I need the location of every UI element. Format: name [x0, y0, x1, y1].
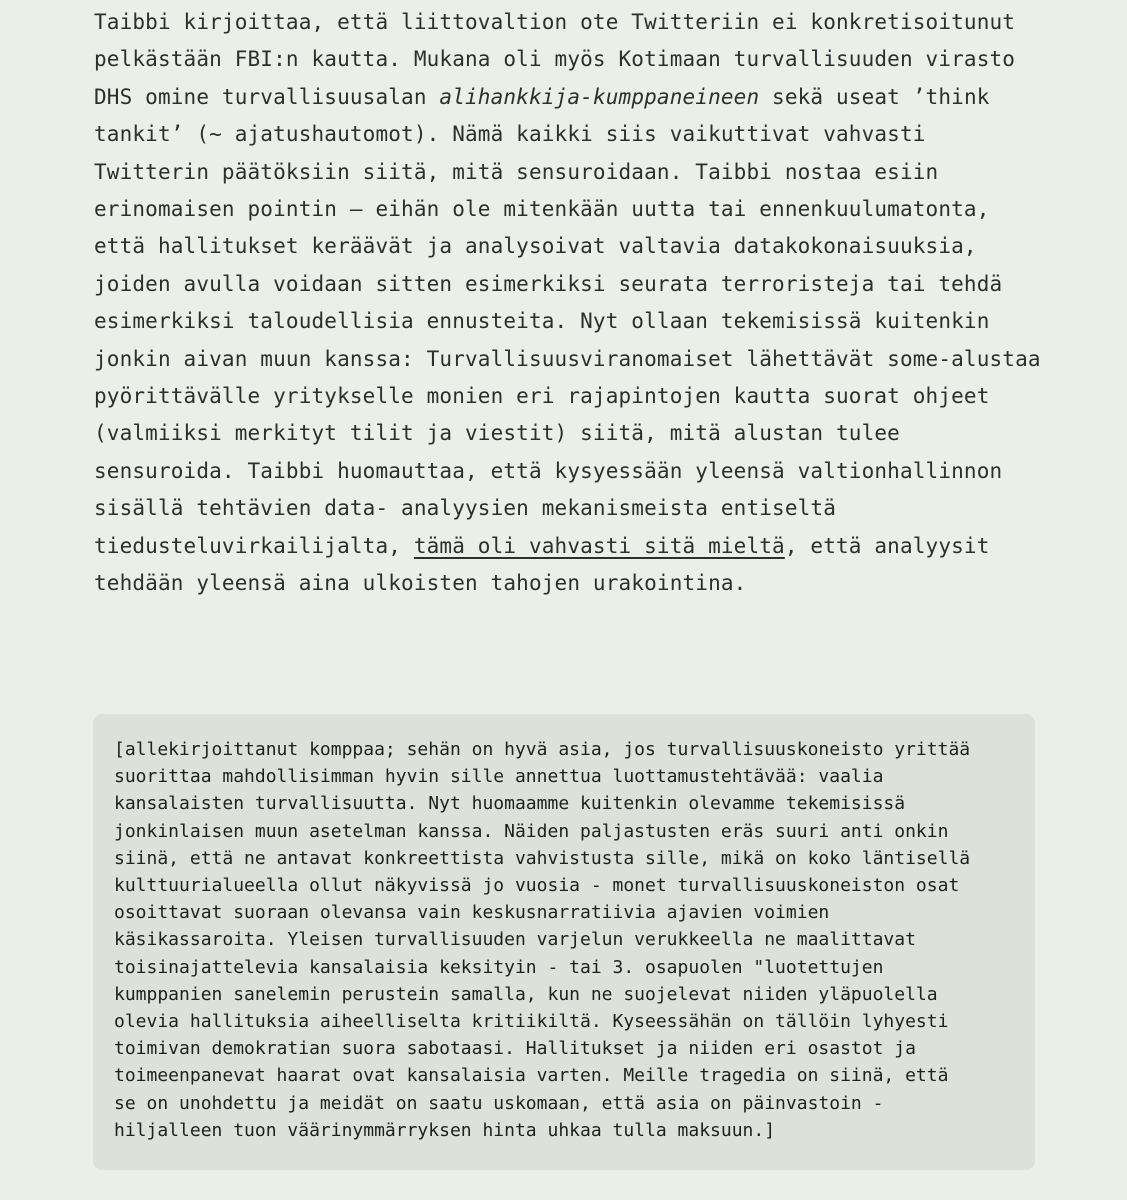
author-comment-text: [114, 736, 1015, 1144]
main-paragraph: [94, 4, 1044, 603]
comment-line: kulttuurialueella ollut näkyvissä jo vuosia - monet turvallisuuskoneiston osat: [114, 875, 960, 897]
comment-line: toimeenpanevat haarat ovat kansalaisia varten. Meille tragedia on siinä, että: [114, 1065, 949, 1087]
author-comment-box: [93, 714, 1035, 1170]
comment-line: siinä, että ne antavat konkreettista vahvistusta sille, mikä on koko läntisellä: [114, 847, 971, 869]
comment-line: käsikassaroita. Yleisen turvallisuuden varjelun verukkeella ne maalittavat: [114, 929, 916, 951]
comment-line: suorittaa mahdollisimman hyvin sille annettua luottamustehtävää: vaalia: [114, 766, 884, 788]
comment-line: olevia hallituksia aiheelliselta kritiikiltä. Kyseessähän on tällöin lyhyesti: [114, 1011, 949, 1033]
comment-line: toimivan demokratian suora sabotaasi. Hallitukset ja niiden eri osastot ja: [114, 1038, 916, 1060]
comment-line: se on unohdettu ja meidät on saatu uskomaan, että asia on päinvastoin -: [114, 1092, 884, 1114]
comment-line: [allekirjoittanut komppaa; sehän on hyvä asia, jos turvallisuuskoneisto yrittää: [114, 739, 971, 760]
comment-line: jonkinlaisen muun asetelman kanssa. Näiden paljastusten eräs suuri anti onkin: [114, 820, 949, 842]
paragraph-text-3: , että analyysit tehdään yleensä aina ulkoisten tahojen urakointina.: [94, 533, 990, 596]
comment-line: osoittavat suoraan olevansa vain keskusnarratiivia ajavien voimien: [114, 902, 830, 924]
comment-line: toisinajattelevia kansalaisia keksityin - tai 3. osapuolen "luotettujen: [114, 956, 884, 978]
comment-line: kumppanien sanelemin perustein samalla, kun ne suojelevat niiden yläpuolella: [114, 983, 938, 1005]
emphasized-term: alihankkija-kumppaneineen: [439, 84, 760, 109]
source-link[interactable]: tämä oli vahvasti sitä mieltä: [413, 533, 785, 558]
paragraph-text-2: sekä useat ’think tankit’ (~ ajatushautomot). Nämä kaikki siis vaikuttivat vahvasti Twitterin päätöksiin siitä, mitä sensuroidaan. Taibbi nostaa esiin erinomaisen pointin — eihän ole mitenkään uutta tai ennenkuulumatonta, että hallitukset keräävät ja analysoivat valtavia datakokonaisuuksia, joiden avulla voidaan sitten esimerkiksi seurata terroristeja tai tehdä esimerkiksi taloudellisia ennusteita. Nyt ollaan tekemisissä kuitenkin jonkin aivan muun kanssa: Turvallisuusviranomaiset lähettävät some-alustaa pyörittävälle yritykselle monien eri rajapintojen kautta suorat ohjeet (valmiiksi merkityt tilit ja viestit) siitä, mitä alustan tulee sensuroida. Taibbi huomauttaa, että kysyessään yleensä valtionhallinnon sisällä tehtävien data- analyysien mekanismeista entiseltä tiedusteluvirkailijalta,: [94, 84, 1041, 558]
comment-line: kansalaisten turvallisuutta. Nyt huomaamme kuitenkin olevamme tekemisissä: [114, 793, 906, 815]
comment-line: hiljalleen tuon väärinymmärryksen hinta uhkaa tulla maksuun.]: [114, 1119, 776, 1141]
paragraph-text-1: Taibbi kirjoittaa, että liittovaltion ote Twitteriin ei konkretisoitunut pelkästään FBI:n kautta. Mukana oli myös Kotimaan turvallisuuden virasto DHS omine turvallisuusalan: [94, 10, 1016, 109]
